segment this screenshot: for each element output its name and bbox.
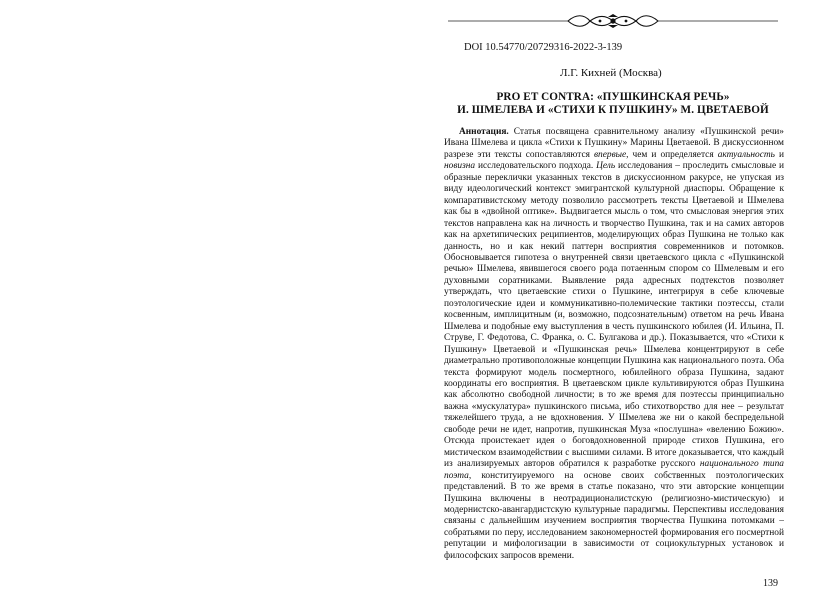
- header-ornament: [448, 13, 778, 29]
- abstract-text: Статья посвящена сравнительному анализу «Пушкинской речи» Ивана Шмелева и цикла «Стихи к Пушкину» Марины Цветаевой. В дискуссионном разрезе эти тексты сопоставляются: [444, 127, 784, 160]
- abstract-emphasis: новизна: [444, 161, 476, 172]
- page-number: 139: [763, 578, 778, 589]
- title-line-1: PRO ET CONTRA: «ПУШКИНСКАЯ РЕЧЬ»: [496, 91, 730, 103]
- abstract-text: , чем и определяется: [626, 149, 718, 160]
- abstract-text: и: [774, 149, 784, 160]
- abstract-text: , конституируемого на основе своих собственных поэтологических представлений. В то же время в статье показано, что эти авторские концепции Пушкина включены в неотрадиционалистскую (религиозно-мистическую) и модернистско-авангардистскую культурные парадигмы. Перспективы исследования связаны с дальнейшим изучением восприятия творчества Пушкина потомками – собратьями по перу, исследованием закономерностей формирования его посмертной репутации и мифологизации в зависимости от социокультурных установок и философских запросов времени.: [444, 470, 784, 561]
- doi: DOI 10.54770/20729316-2022-3-139: [464, 42, 623, 53]
- title-line-2: И. ШМЕЛЕВА И «СТИХИ К ПУШКИНУ» М. ЦВЕТАЕВОЙ: [457, 104, 769, 116]
- abstract-text: исследования – проследить смысловые и образные переклички указанных текстов в дискуссионном ракурсе, не упуская из виду идеологический контекст эмигрантской культурной диаспоры. Обращение к компаративистскому методу позволило рассмотреть тексты Цветаевой и Шмелева как бы в «двойной оптике». Выдвигается мысль о том, что смысловая энергия этих текстов направлена как на личность и творчество Пушкина, так и на самих авторов как на архетипических реципиентов, моделирующих образ Пушкина не только как данность, но и как некий паттерн восприятия современников и потомков. Обосновывается гипотеза о внутренней связи цветаевского цикла с «Пушкинской речью» Шмелева, явившегося своего рода потаенным спором со Шмелевым и его духовными соратниками. Выявление ряда адресных подтекстов позволяет утверждать, что цветаевские стихи о Пушкине, интегрируя в себе ключевые поэтологические идеи и коммуникативно-полемические тактики поэтессы, стали косвенным, имплицитным (и, возможно, подсознательным) ответом на речь Ивана Шмелева и подобные ему выступления в честь пушкинского юбилея (И. Ильина, П. Струве, Г. Федотова, С. Франка, о. С. Булгакова и др.). Показывается, что «Стихи к Пушкину» Цветаевой и «Пушкинская речь» Шмелева концентрируют в себе диаметрально противоположные концепции Пушкина как национального поэта. Оба текста формируют модель посмертного, юбилейного образа Пушкина, задают координаты его восприятия. В цветаевском цикле культивируются образ Пушкина как абсолютно свободной личности; в то же время для поэтессы принципиально важна «мускулатура» пушкинского письма, ибо стихотворство для нее – результат тяжелейшего труда, а не вдохновения. У Шмелева же ни о какой беспредельной свободе речи не идет, напротив, пушкинская Муза «послушна» «велению Божию». Отсюда проистекает идея о боговдохновенной природе стихов Пушкина, его мистическом взаимодействии с высшими силами. В итоге доказывается, что каждый из анализируемых авторов обратился к разработке русского: [444, 161, 784, 470]
- author-line: Л.Г. Кихней (Москва): [560, 67, 662, 79]
- abstract-emphasis: Цель: [596, 161, 616, 172]
- abstract-text: исследовательского подхода.: [475, 161, 597, 172]
- abstract-emphasis: впервые: [593, 149, 627, 160]
- article-title: [448, 91, 778, 117]
- abstract-paragraph: [444, 127, 784, 562]
- abstract-emphasis: актуальность: [717, 149, 775, 160]
- abstract-emphasis: национального типа поэта: [444, 459, 784, 481]
- abstract-label: Аннотация.: [459, 127, 509, 137]
